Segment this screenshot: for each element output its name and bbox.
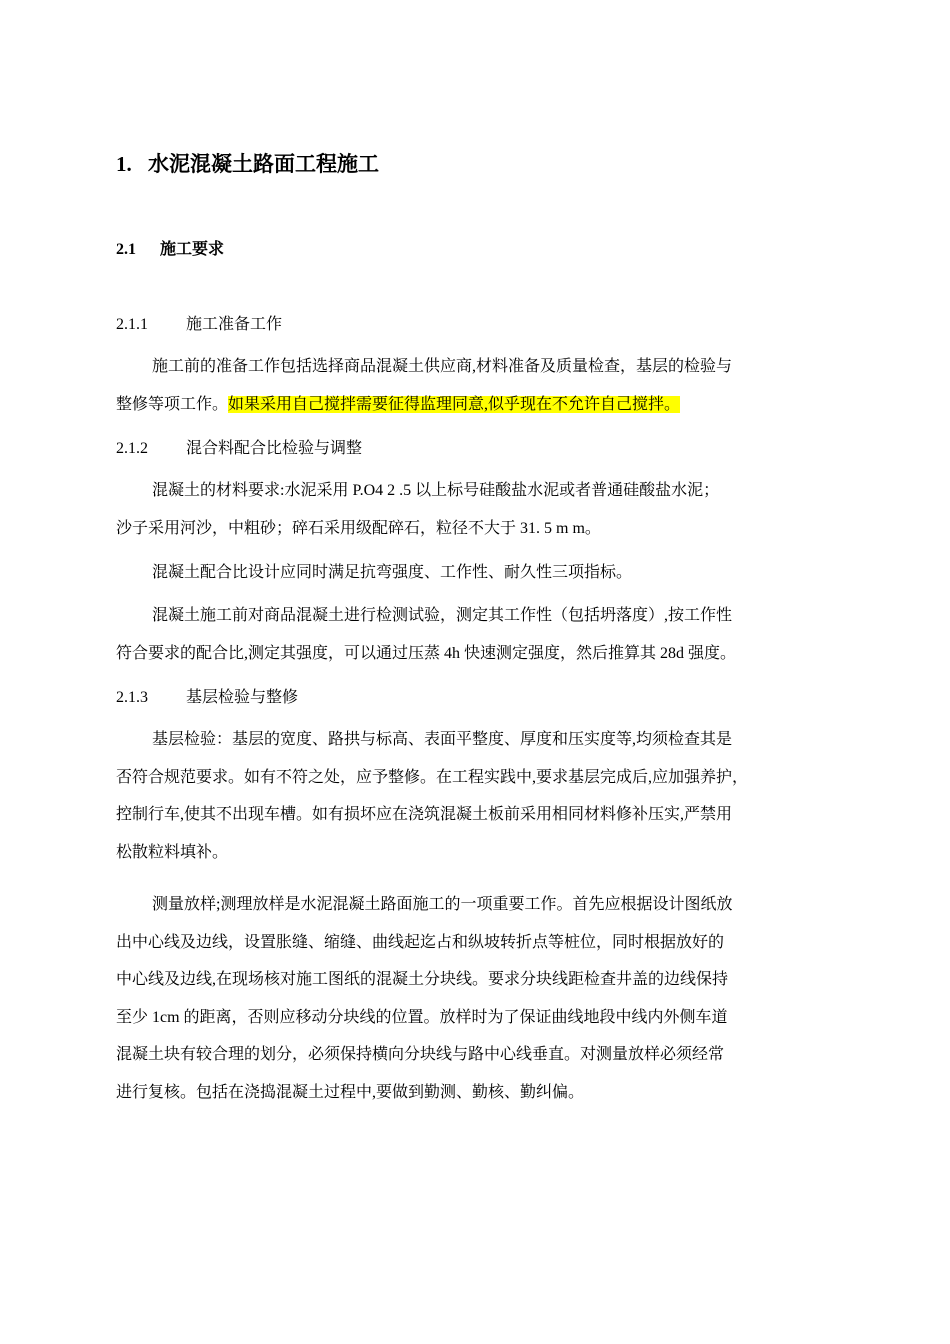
- heading-2-title: 施工要求: [160, 241, 225, 258]
- paragraph-base-inspection: [116, 721, 856, 871]
- heading-2-1-3-title: 基层检验与整修: [186, 689, 299, 706]
- heading-2-1-3-number: 2.1.3: [116, 689, 148, 706]
- paragraph-line: 混凝土施工前对商品混凝土进行检测试验，测定其工作性（包括坍落度）,按工作性: [152, 607, 733, 624]
- paragraph-line: 沙子采用河沙，中粗砂；碎石采用级配碎石，粒径不大于 31. 5 m m。: [116, 519, 601, 537]
- paragraph-materials: [116, 472, 856, 547]
- paragraph-line: 混凝土的材料要求:水泥采用 P.O4 2 .5 以上标号硅酸盐水泥或者普通硅酸盐水泥；: [152, 482, 720, 499]
- heading-2-1-1-number: 2.1.1: [116, 316, 148, 333]
- paragraph-mix-design: [116, 554, 856, 592]
- paragraph-line: 混凝土块有较合理的划分，必须保持横向分块线与路中心线垂直。对测量放样必须经常: [116, 1046, 725, 1063]
- paragraph-line: 否符合规范要求。如有不符之处，应予整修。在工程实践中,要求基层完成后,应加强养护，: [116, 768, 749, 786]
- paragraph-line: 混凝土配合比设计应同时满足抗弯强度、工作性、耐久性三项指标。: [152, 564, 633, 581]
- heading-2-1-1-title: 施工准备工作: [186, 316, 283, 333]
- highlighted-text: 如果采用自己搅拌需要征得监理同意,似乎现在不允许自己搅拌。: [228, 395, 681, 413]
- paragraph-line: [116, 386, 856, 424]
- paragraph-line: 控制行车,使其不出现车槽。如有损坏应在浇筑混凝土板前采用相同材料修补压实,严禁用: [116, 806, 733, 823]
- paragraph-line: 符合要求的配合比,测定其强度，可以通过压蒸 4h 快速测定强度，然后推算其 28d 强度。: [116, 644, 737, 662]
- heading-2-1-2-number: 2.1.2: [116, 440, 148, 457]
- heading-2-1-2-title: 混合料配合比检验与调整: [186, 440, 363, 457]
- heading-2-1-1: [116, 313, 282, 337]
- paragraph-line: 出中心线及边线，设置胀缝、缩缝、曲线起迄占和纵坡转折点等桩位，同时根据放好的: [116, 933, 725, 951]
- paragraph-line: 松散粒料填补。: [116, 843, 229, 861]
- paragraph-line: 施工前的准备工作包括选择商品混凝土供应商,材料准备及质量检查，基层的检验与: [152, 358, 733, 375]
- paragraph-line: 基层检验：基层的宽度、路拱与标高、表面平整度、厚度和压实度等,均须检查其是: [152, 731, 733, 748]
- heading-2-number: 2.1: [116, 241, 136, 258]
- paragraph-survey-layout: [116, 886, 856, 1111]
- heading-1-title: 水泥混凝土路面工程施工: [148, 152, 379, 176]
- paragraph-line: 中心线及边线,在现场核对施工图纸的混凝土分块线。要求分块线距检查井盖的边线保持: [116, 971, 729, 988]
- paragraph-preparation: [116, 348, 856, 423]
- paragraph-line: 进行复核。包括在浇捣混凝土过程中,要做到勤测、勤核、勤纠偏。: [116, 1083, 585, 1101]
- heading-2-1-2: [116, 437, 362, 461]
- heading-2-1-3: [116, 686, 298, 710]
- paragraph-line: 至少 1cm 的距离，否则应移动分块线的位置。放样时为了保证曲线地段中线内外侧车道: [116, 1008, 728, 1026]
- paragraph-text: 整修等项工作。: [116, 395, 229, 413]
- heading-2: [116, 238, 224, 262]
- paragraph-line: 测量放样;测理放样是水泥混凝土路面施工的一项重要工作。首先应根据设计图纸放: [152, 896, 733, 913]
- heading-1: [116, 150, 379, 178]
- paragraph-testing: [116, 597, 856, 672]
- heading-1-number: 1.: [116, 152, 132, 176]
